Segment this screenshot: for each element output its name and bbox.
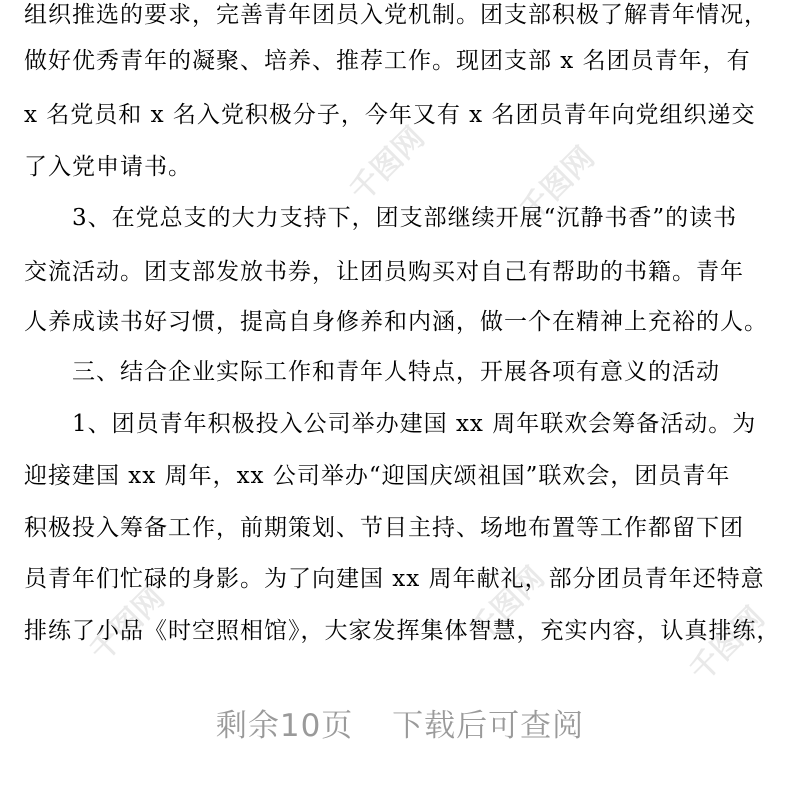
- paragraph-line: 迎接建国 xx 周年，xx 公司举办“迎国庆颂祖国”联欢会，团员青年: [24, 463, 731, 489]
- watermark: 千图网: [83, 580, 172, 669]
- download-prompt[interactable]: [0, 700, 800, 745]
- paragraph-line: 了入党申请书。: [24, 154, 192, 180]
- watermark: 千图网: [463, 560, 552, 649]
- paragraph-line: 人养成读书好习惯，提高自身修养和内涵，做一个在精神上充裕的人。: [24, 309, 768, 335]
- paragraph-line: 积极投入筹备工作，前期策划、节目主持、场地布置等工作都留下团: [24, 515, 744, 541]
- paragraph-line: 3、在党总支的大力支持下，团支部继续开展“沉静书香”的读书: [72, 205, 738, 231]
- download-to-view-text: 下载后可查阅: [392, 708, 585, 744]
- paragraph-line: 1、团员青年积极投入公司举办建国 xx 周年联欢会筹备活动。为: [72, 411, 757, 437]
- watermark: 千图网: [683, 600, 772, 689]
- paragraph-line: 做好优秀青年的凝聚、培养、推荐工作。现团支部 x 名团员青年，有: [24, 48, 751, 74]
- paragraph-line: 组织推选的要求，完善青年团员入党机制。团支部积极了解青年情况，: [24, 2, 768, 28]
- paragraph-line: 员青年们忙碌的身影。为了向建国 xx 周年献礼，部分团员青年还特意: [24, 566, 765, 592]
- paragraph-line: x 名党员和 x 名入党积极分子，今年又有 x 名团员青年向党组织递交: [24, 102, 756, 128]
- paragraph-line: 排练了小品《时空照相馆》，大家发挥集体智慧，充实内容，认真排练，: [24, 618, 781, 644]
- section-heading: 三、结合企业实际工作和青年人特点，开展各项有意义的活动: [72, 359, 720, 385]
- remaining-pages-text: 剩余10页: [215, 708, 354, 744]
- paragraph-line: 交流活动。团支部发放书券，让团员购买对自己有帮助的书籍。青年: [24, 259, 744, 285]
- watermark: 千图网: [343, 120, 432, 209]
- watermark: 千图网: [513, 140, 602, 229]
